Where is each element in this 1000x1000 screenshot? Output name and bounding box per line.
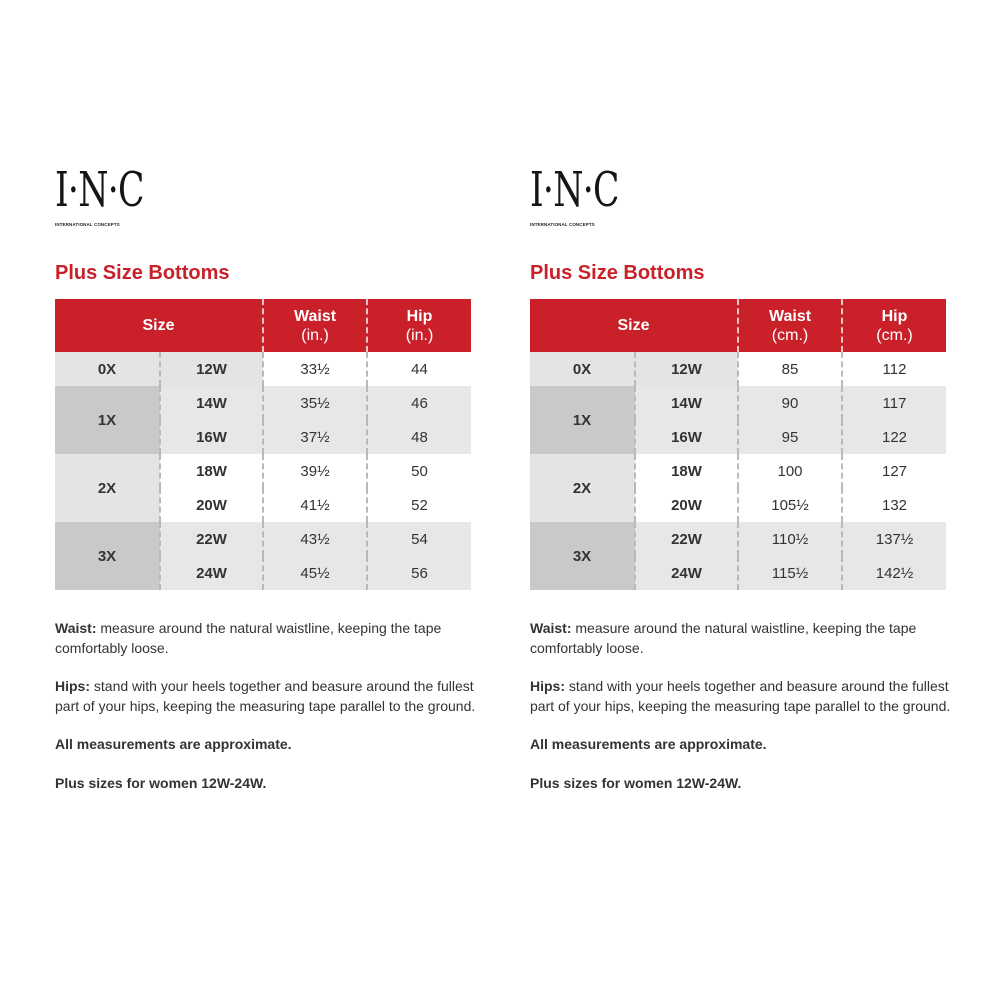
hips-note-label: Hips: [55, 678, 90, 694]
waist-cell: 41½ [263, 488, 367, 522]
header-hip-label: Hip [406, 307, 433, 325]
header-waist-label: Waist [293, 307, 337, 325]
header-waist [738, 299, 842, 352]
table-row [530, 454, 946, 488]
header-hip [842, 299, 946, 352]
plus-note-text: Plus sizes for women 12W-24W. [530, 774, 742, 791]
table-row [55, 386, 471, 420]
table-row [530, 352, 946, 386]
w-size-cell: 12W [160, 352, 263, 386]
hips-note [530, 677, 960, 716]
waist-note-label: Waist: [530, 620, 572, 636]
waist-note-text: measure around the natural waistline, keeping the tape comfortably loose. [55, 620, 442, 656]
w-size-cell: 18W [635, 454, 738, 488]
hips-note [55, 677, 485, 716]
w-size-cell: 14W [635, 386, 738, 420]
waist-cell: 115½ [738, 556, 842, 590]
measurement-notes [55, 619, 485, 812]
waist-note [55, 619, 485, 658]
plus-note-text: Plus sizes for women 12W-24W. [55, 774, 267, 791]
plus-note [55, 774, 485, 794]
waist-cell: 33½ [263, 352, 367, 386]
w-size-cell: 22W [635, 522, 738, 556]
table-row [55, 454, 471, 488]
hips-note-label: Hips: [530, 678, 565, 694]
waist-cell: 95 [738, 420, 842, 454]
waist-cell: 100 [738, 454, 842, 488]
chart-title: Plus Size Bottoms [530, 262, 705, 284]
hip-cell: 142½ [842, 556, 946, 590]
size-group-cell: 1X [55, 386, 160, 454]
size-group-cell: 2X [530, 454, 635, 522]
hip-cell: 56 [367, 556, 471, 590]
w-size-cell: 16W [635, 420, 738, 454]
waist-cell: 37½ [263, 420, 367, 454]
approx-note-text: All measurements are approximate. [530, 736, 767, 752]
size-group-cell: 1X [530, 386, 635, 454]
w-size-cell: 16W [160, 420, 263, 454]
approx-note [530, 735, 960, 755]
logo-wordmark: I·N·C [530, 162, 619, 218]
hip-cell: 122 [842, 420, 946, 454]
inc-logo [530, 162, 620, 232]
waist-cell: 85 [738, 352, 842, 386]
w-size-cell: 24W [160, 556, 263, 590]
logo-wordmark: I·N·C [55, 162, 144, 218]
table-row [55, 522, 471, 556]
w-size-cell: 24W [635, 556, 738, 590]
table-row [530, 522, 946, 556]
header-waist-unit: (cm.) [771, 326, 809, 344]
hips-note-text: stand with your heels together and beasure around the fullest part of your hips, keeping the measuring tape parallel to the ground. [55, 678, 476, 714]
waist-note-label: Waist: [55, 620, 97, 636]
w-size-cell: 18W [160, 454, 263, 488]
header-size: Size [530, 299, 738, 352]
measurement-notes [530, 619, 960, 812]
hip-cell: 46 [367, 386, 471, 420]
approx-note-text: All measurements are approximate. [55, 736, 292, 752]
header-hip-label: Hip [881, 307, 908, 325]
hip-cell: 50 [367, 454, 471, 488]
size-group-cell: 2X [55, 454, 160, 522]
size-group-cell: 3X [530, 522, 635, 590]
hip-cell: 54 [367, 522, 471, 556]
waist-cell: 39½ [263, 454, 367, 488]
w-size-cell: 20W [635, 488, 738, 522]
approx-note [55, 735, 485, 755]
hip-cell: 137½ [842, 522, 946, 556]
chart-title: Plus Size Bottoms [55, 262, 230, 284]
plus-note [530, 774, 960, 794]
header-waist [263, 299, 367, 352]
table-header-row [530, 299, 946, 352]
hips-note-text: stand with your heels together and beasure around the fullest part of your hips, keeping the measuring tape parallel to the ground. [530, 678, 951, 714]
table-header-row [55, 299, 471, 352]
header-hip-unit: (in.) [405, 326, 434, 344]
waist-note-text: measure around the natural waistline, keeping the tape comfortably loose. [530, 620, 917, 656]
w-size-cell: 22W [160, 522, 263, 556]
size-group-cell: 3X [55, 522, 160, 590]
header-size: Size [55, 299, 263, 352]
size-group-cell: 0X [55, 352, 160, 386]
logo-tagline: INTERNATIONAL CONCEPTS [55, 222, 120, 227]
waist-cell: 90 [738, 386, 842, 420]
hip-cell: 52 [367, 488, 471, 522]
header-hip [367, 299, 471, 352]
logo-tagline: INTERNATIONAL CONCEPTS [530, 222, 595, 227]
header-waist-label: Waist [768, 307, 812, 325]
size-table [530, 299, 946, 590]
hip-cell: 44 [367, 352, 471, 386]
hip-cell: 48 [367, 420, 471, 454]
hip-cell: 112 [842, 352, 946, 386]
hip-cell: 117 [842, 386, 946, 420]
w-size-cell: 20W [160, 488, 263, 522]
hip-cell: 132 [842, 488, 946, 522]
hip-cell: 127 [842, 454, 946, 488]
size-table [55, 299, 471, 590]
waist-cell: 35½ [263, 386, 367, 420]
table-row [55, 352, 471, 386]
w-size-cell: 14W [160, 386, 263, 420]
w-size-cell: 12W [635, 352, 738, 386]
waist-cell: 105½ [738, 488, 842, 522]
header-hip-unit: (cm.) [876, 326, 913, 344]
size-group-cell: 0X [530, 352, 635, 386]
waist-cell: 43½ [263, 522, 367, 556]
waist-cell: 45½ [263, 556, 367, 590]
inc-logo [55, 162, 145, 232]
table-row [530, 386, 946, 420]
waist-cell: 110½ [738, 522, 842, 556]
header-waist-unit: (in.) [301, 326, 329, 344]
waist-note [530, 619, 960, 658]
